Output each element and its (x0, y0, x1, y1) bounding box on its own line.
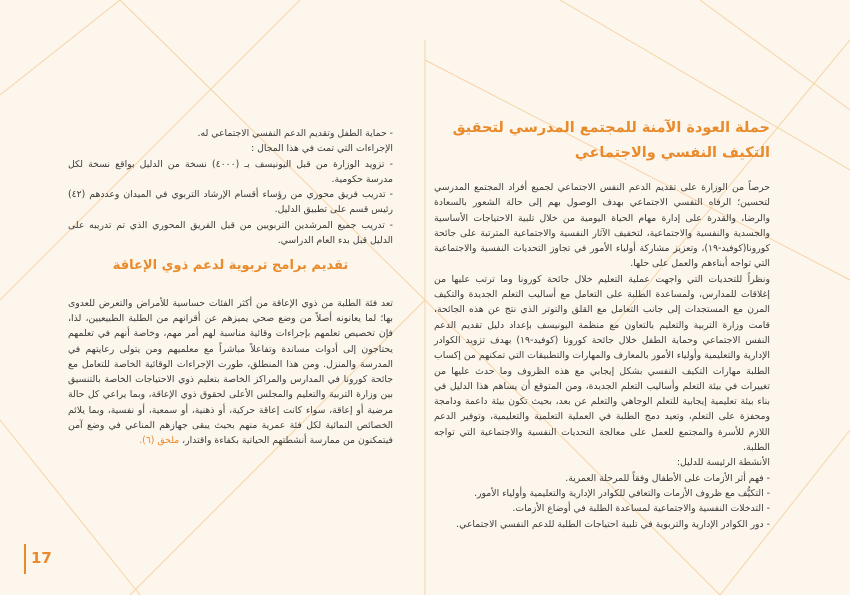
activities-list (434, 471, 770, 532)
activities-title: الأنشطة الرئيسة للدليل: (676, 457, 770, 469)
appendix-reference: ملحق (٦). (139, 435, 180, 447)
paragraph-disabilities-text: تعد فئة الطلبة من ذوي الإعاقة من أكثر الفئات حساسية للأمراض والتعرض للعدوى بها؛ لما يعانونه أصلاً من وضع صحي يميزهم عن أقرانهم من الطلبة الطبيعيين، لذا، فإن تخصيص تعلمهم بإجراءات وقائية مناسبة لهم أمر مهم، وخاصة أنهم في تعلمهم يحتاجون إلى أدوات مساندة وتفاعلاً مباشراً مع معلميهم ومن يتولى رعايتهم في المدرسة والمنزل. ومن هذا المنطلق، طورت الإجراءات الوقائية الخاصة للتعامل مع جائحة كورونا في المدارس والمراكز الخاصة بتعليم ذوي الاحتياجات الخاصة بالتنسيق بين وزارة التربية والتعليم والمجلس الأعلى لحقوق ذوي الإعاقة، وبما يراعي كل حالة مرضية أو إعاقة، سواء كانت إعاقة حركية، أو ذهنية، أو سمعية، أو نفسية، وبما يلائم الخصائص النمائية لكل فئة عمرية منهم بحيث يبقى جهازهم المناعي في وضع آمن فيتمكنون من ممارسة أنشطتهم الحياتية بكفاءة واقتدار، (68, 297, 393, 447)
left-column (68, 126, 393, 449)
list-item: - دور الكوادر الإدارية والتربوية في تلبية احتياجات الطلبة للدعم النفسي الاجتماعي. (456, 518, 770, 530)
list-item: - التدخلات النفسية والاجتماعية لمساعدة الطلبة في أوضاع الأزمات. (512, 503, 770, 515)
paragraph-disabilities (68, 296, 393, 449)
procedures-title: الإجراءات التي تمت في هذا المجال : (251, 143, 393, 155)
list-item: - التكيُّف مع ظروف الأزمات والتعافي للكوادر الإدارية والتعليمية وأولياء الأمور. (474, 487, 770, 499)
list-item: - تزويد الوزارة من قبل اليونيسف بـ (٤٠٠٠) نسخة من الدليل بواقع نسخة لكل مدرسة حكومية. (68, 158, 393, 185)
list-item: - تدريب فريق محوري من رؤساء أقسام الإرشاد التربوي في الميدان وعددهم (٤٢) رئيس قسم على تطبيق الدليل. (68, 189, 393, 216)
page-number-rule (24, 544, 26, 574)
section-heading-disabilities: تقديم برامج تربوية لدعم ذوي الإعاقة (112, 258, 349, 274)
list-item: - تدريب جميع المرشدين التربويين من قبل الفريق المحوري الذي تم تدريبه على الدليل قبل بدء العام الدراسي. (68, 219, 393, 247)
page-number: 17 (31, 549, 52, 567)
paragraph-guide-description: ونظراً للتحديات التي واجهت عملية التعليم خلال جائحة كورونا وما ترتب عليها من إغلاقات للمدارس، ولمساعدة الطلبة على التعامل مع أساليب التعلم الجديدة والتكيف المرن مع المستجدات إلى جانب التعامل مع القلق والتوتر الذي نتج عن هذه الجائحة، قامت وزارة التربية والتعليم بالتعاون مع منظمة اليونيسف بإعداد دليل تقديم الدعم النفس الاجتماعي وحماية الطفل خلال جائحة كورونا (كوفيد-١٩) بهدف تزويد الكوادر الإدارية والتعليمية وأولياء الأمور بالمعارف والمهارات والتطبيقات التي تمكنهم من إكساب الطلبة مهارات التكيف النفسي بشكل إيجابي مع هذه الظروف وما حدث عليها من تغييرات في بيئة التعلم وأساليب التعلم الجديدة، ومن المتوقع أن يساهم هذا الدليل في بناء بيئة تعليمية إيجابية للتعلم الوجاهي والتعلم عن بعد، بحيث تكون بيئة داعمة ودامجة ومحفزة على التعلم، وتعيد دمج الطلبة في العملية التعلمية والتعليمية، وتوفير الدعم اللازم للأسرة والمجتمع للعمل على معالجة التحديات النفسية والاجتماعية التي تواجه الطلبة. (434, 273, 770, 454)
paragraph-psychosocial-support: حرصاً من الوزارة على تقديم الدعم النفس الاجتماعي لجميع أفراد المجتمع المدرسي لتحسين؛ الرفاه النفسي الاجتماعي بهدف الوصول بهم إلى حالة الشعور بالسعادة والرضا، والقدرة على إدارة مهام الحياة اليومية من خلال تلبية الاحتياجات الأساسية والجسدية والنفسية والاجتماعية، لتخفيف الآثار النفسية والاجتماعية المترتبة على جائحة كورونا(كوفيد-١٩)، وتعزيز مشاركة أولياء الأمور في تجاوز التحديات النفسية والاجتماعية التي تواجه أبناءهم والعمل على حلها. (434, 182, 770, 270)
intro-bullet: - حماية الطفل وتقديم الدعم النفسي الاجتماعي له. (197, 128, 393, 139)
section-heading-safe-return: حملة العودة الآمنة للمجتمع المدرسي لتحقيق التكيف النفسي والاجتماعي (452, 120, 770, 161)
list-item: - فهم أثر الأزمات على الأطفال وفقاً للمرحلة العمرية. (565, 472, 770, 484)
right-column (434, 116, 770, 532)
procedures-list (68, 157, 393, 249)
